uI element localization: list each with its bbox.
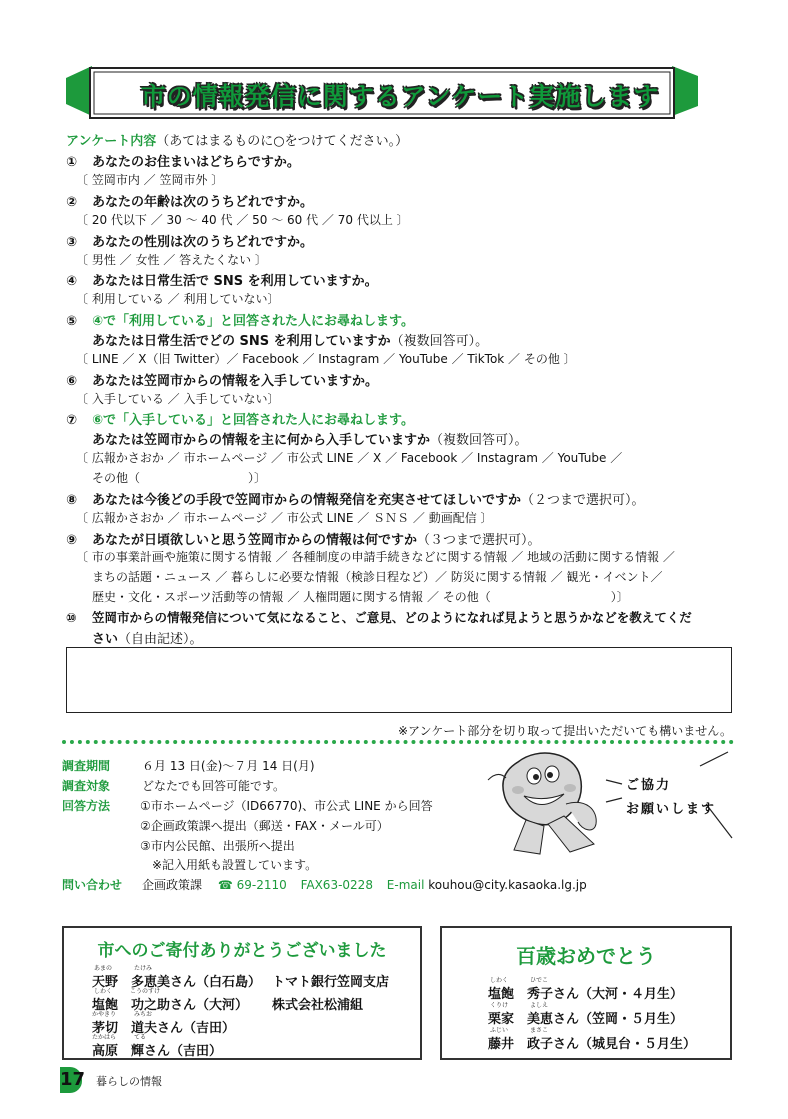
centenarian-suffix: さん（大河・４月生） xyxy=(553,987,684,1002)
centenarian-3 xyxy=(488,1033,696,1052)
question-text: あなたは日常生活でどの SNS を利用していますか xyxy=(92,334,391,349)
question-8-options: 〔 広報かさおか ／ 市ホームページ ／ 市公式 LINE ／ ＳＮＳ ／ 動画配信 〕 xyxy=(76,511,493,525)
centenarian-1 xyxy=(488,983,683,1002)
donor-given: 多恵美 xyxy=(131,975,171,990)
centenarian-surname: 藤井 xyxy=(488,1037,515,1052)
ruby: しわく xyxy=(490,977,509,984)
question-4-options: 〔 利用している ／ 利用していない〕 xyxy=(76,292,280,306)
donor-surname: 天野 xyxy=(92,975,119,990)
centenarian-surname: 栗家 xyxy=(488,1012,515,1027)
question-9-options: 〔 市の事業計画や施策に関する情報 ／ 各種制度の申請手続きなどに関する情報 ／ 地域の活動に関する情報 ／ xyxy=(76,550,675,564)
donor-suffix: さん（吉田） xyxy=(144,1044,223,1059)
question-number: ⑤ xyxy=(66,314,78,329)
question-6 xyxy=(66,370,378,389)
cutout-note: ※アンケート部分を切り取って提出いただいても構いません。 xyxy=(397,724,732,738)
ruby: ひでこ xyxy=(530,977,549,984)
question-note: （複数回答可）。 xyxy=(390,334,489,349)
target-value: どなたでも回答可能です。 xyxy=(142,779,286,793)
question-condition: ④で「利用している」と回答された人にお尋ねします。 xyxy=(92,314,414,329)
question-text: あなたは笠岡市からの情報を入手していますか。 xyxy=(92,374,379,389)
question-text: あなたは日常生活で SNS を利用していますか。 xyxy=(92,274,378,289)
centenarian-title: 百歳おめでとう xyxy=(516,944,656,968)
centenarian-suffix: さん（城見台・５月生） xyxy=(553,1037,697,1052)
question-number: ⑥ xyxy=(66,374,78,389)
question-8 xyxy=(66,489,645,508)
question-text: あなたは笠岡市からの情報を主に何から入手していますか xyxy=(92,433,431,448)
page-title: 市の情報発信に関するアンケート実施します xyxy=(140,82,660,111)
target-label: 調査対象 xyxy=(62,779,111,793)
period-label: 調査期間 xyxy=(62,759,111,773)
question-9-options-cont2: 歴史・文化・スポーツ活動等の情報 ／ 人権問題に関する情報 ／ その他（ ）〕 xyxy=(92,590,629,604)
donor-4 xyxy=(92,1040,222,1059)
question-10 xyxy=(66,608,692,626)
question-text: さい xyxy=(92,632,119,647)
question-9 xyxy=(66,529,541,548)
question-text: あなたの性別は次のうちどれですか。 xyxy=(92,235,314,250)
ruby: まさこ xyxy=(530,1027,549,1034)
question-number: ⑩ xyxy=(66,610,77,625)
method-2: ②企画政策課へ提出（郵送・FAX・メール可） xyxy=(140,819,389,833)
question-number: ④ xyxy=(66,274,78,289)
question-7-options: 〔 広報かさおか ／ 市ホームページ ／ 市公式 LINE ／ X ／ Facebook ／ Instagram ／ YouTube ／ xyxy=(76,451,623,465)
donor-given: 道夫 xyxy=(131,1021,158,1036)
method-note: ※記入用紙も設置しています。 xyxy=(152,858,318,872)
ruby: しわく xyxy=(94,988,113,995)
question-7-options-cont: その他（ ）〕 xyxy=(92,471,267,485)
centenarian-given: 美恵 xyxy=(527,1012,554,1027)
method-1: ①市ホームページ（ID66770)、市公式 LINE から回答 xyxy=(140,799,433,813)
question-5-text xyxy=(92,330,488,349)
question-9-options-cont: まちの話題・ニュース ／ 暮らしに必要な情報（検診日程など）／ 防災に関する情報 ／ 観光・イベント／ xyxy=(92,570,663,584)
question-7 xyxy=(66,409,414,428)
donor-suffix: さん（吉田） xyxy=(157,1021,236,1036)
survey-heading-note: （あてはまるものに○をつけてください。） xyxy=(156,134,409,149)
centenarian-given: 政子 xyxy=(527,1037,554,1052)
centenarian-2 xyxy=(488,1008,683,1027)
email-address[interactable]: kouhou@city.kasaoka.lg.jp xyxy=(428,878,587,892)
survey-heading xyxy=(66,130,408,149)
question-text: 笠岡市からの情報発信について気になること、ご意見、どのようになれば見ようと思うかなどを教えてくだ xyxy=(92,610,692,625)
donor-org-2: 株式会社松浦組 xyxy=(272,998,364,1013)
period-value: ６月 13 日(金)～７月 14 日(月) xyxy=(142,759,315,773)
question-note: （複数回答可）。 xyxy=(430,433,528,448)
cooperation-text-1: ご協力 xyxy=(626,778,672,793)
ruby: こうのすけ xyxy=(130,988,161,995)
centenarian-surname: 塩飽 xyxy=(488,987,515,1002)
question-note: （２つまで選択可）。 xyxy=(521,493,645,508)
question-text: あなたのお住まいはどちらですか。 xyxy=(92,155,300,170)
contact-dept: 企画政策課 xyxy=(142,878,203,892)
section-label: 暮らしの情報 xyxy=(96,1075,162,1088)
free-answer-box[interactable] xyxy=(66,647,732,713)
question-number: ② xyxy=(66,195,78,210)
question-1 xyxy=(66,151,300,170)
question-number: ⑨ xyxy=(66,533,78,548)
cooperation-text-2: お願いします xyxy=(626,802,717,817)
ruby: ふじい xyxy=(490,1027,509,1034)
question-3 xyxy=(66,231,313,250)
ruby: てる xyxy=(134,1034,147,1041)
question-number: ⑦ xyxy=(66,413,78,428)
question-1-options: 〔 笠岡市内 ／ 笠岡市外 〕 xyxy=(76,173,224,187)
email-label: E-mail xyxy=(386,878,425,892)
contact-label: 問い合わせ xyxy=(62,878,123,892)
ruby: あまの xyxy=(94,965,113,972)
method-label: 回答方法 xyxy=(62,799,111,813)
donor-surname: 茅切 xyxy=(92,1021,119,1036)
contact-line xyxy=(142,876,587,893)
question-number: ① xyxy=(66,155,78,170)
donor-surname: 高原 xyxy=(92,1044,119,1059)
question-2-options: 〔 20 代以下 ／ 30 ～ 40 代 ／ 50 ～ 60 代 ／ 70 代以上 〕 xyxy=(76,213,409,227)
dotted-divider xyxy=(62,740,734,744)
ruby: たけみ xyxy=(134,965,153,972)
donor-1 xyxy=(92,971,261,990)
donations-title: 市へのご寄付ありがとうございました xyxy=(97,941,387,961)
donor-suffix: さん（大河） xyxy=(170,998,249,1013)
phone-number: ☎ 69-2110 xyxy=(217,878,287,892)
question-number: ⑧ xyxy=(66,493,78,508)
donor-suffix: さん（白石島） xyxy=(170,975,262,990)
ruby: たかはら xyxy=(92,1034,117,1041)
question-10-text-cont xyxy=(92,628,203,647)
question-condition: ⑥で「入手している」と回答された人にお尋ねします。 xyxy=(92,413,414,428)
question-note: （３つまで選択可）。 xyxy=(417,533,541,548)
question-6-options: 〔 入手している ／ 入手していない〕 xyxy=(76,392,280,406)
question-4 xyxy=(66,270,378,289)
centenarian-given: 秀子 xyxy=(527,987,554,1002)
ruby: みちお xyxy=(134,1011,153,1018)
question-number: ③ xyxy=(66,235,78,250)
donor-given: 功之助 xyxy=(131,998,171,1013)
ruby: よしえ xyxy=(530,1002,549,1009)
donor-surname: 塩飽 xyxy=(92,998,119,1013)
page-number: 17 xyxy=(60,1067,82,1093)
question-7-text xyxy=(92,429,528,448)
fax-number: FAX63-0228 xyxy=(300,878,373,892)
donor-given: 輝 xyxy=(131,1044,145,1059)
question-5-options: 〔 LINE ／ X（旧 Twitter）／ Facebook ／ Instagram ／ YouTube ／ TikTok ／ その他 〕 xyxy=(76,352,576,366)
question-text: あなたは今後どの手段で笠岡市からの情報発信を充実させてほしいですか xyxy=(92,493,522,508)
survey-heading-label: アンケート内容 xyxy=(66,134,157,149)
question-3-options: 〔 男性 ／ 女性 ／ 答えたくない 〕 xyxy=(76,253,267,267)
donor-org-1: トマト銀行笠岡支店 xyxy=(272,975,390,990)
ruby: かやきり xyxy=(92,1011,117,1018)
question-text: あなたの年齢は次のうちどれですか。 xyxy=(92,195,314,210)
question-text: あなたが日頃欲しいと思う笠岡市からの情報は何ですか xyxy=(92,533,418,548)
question-5 xyxy=(66,310,414,329)
question-note: （自由記述）。 xyxy=(118,632,203,647)
centenarian-suffix: さん（笠岡・５月生） xyxy=(553,1012,684,1027)
question-2 xyxy=(66,191,313,210)
method-3: ③市内公民館、出張所へ提出 xyxy=(140,839,295,853)
ruby: くりけ xyxy=(490,1002,509,1009)
